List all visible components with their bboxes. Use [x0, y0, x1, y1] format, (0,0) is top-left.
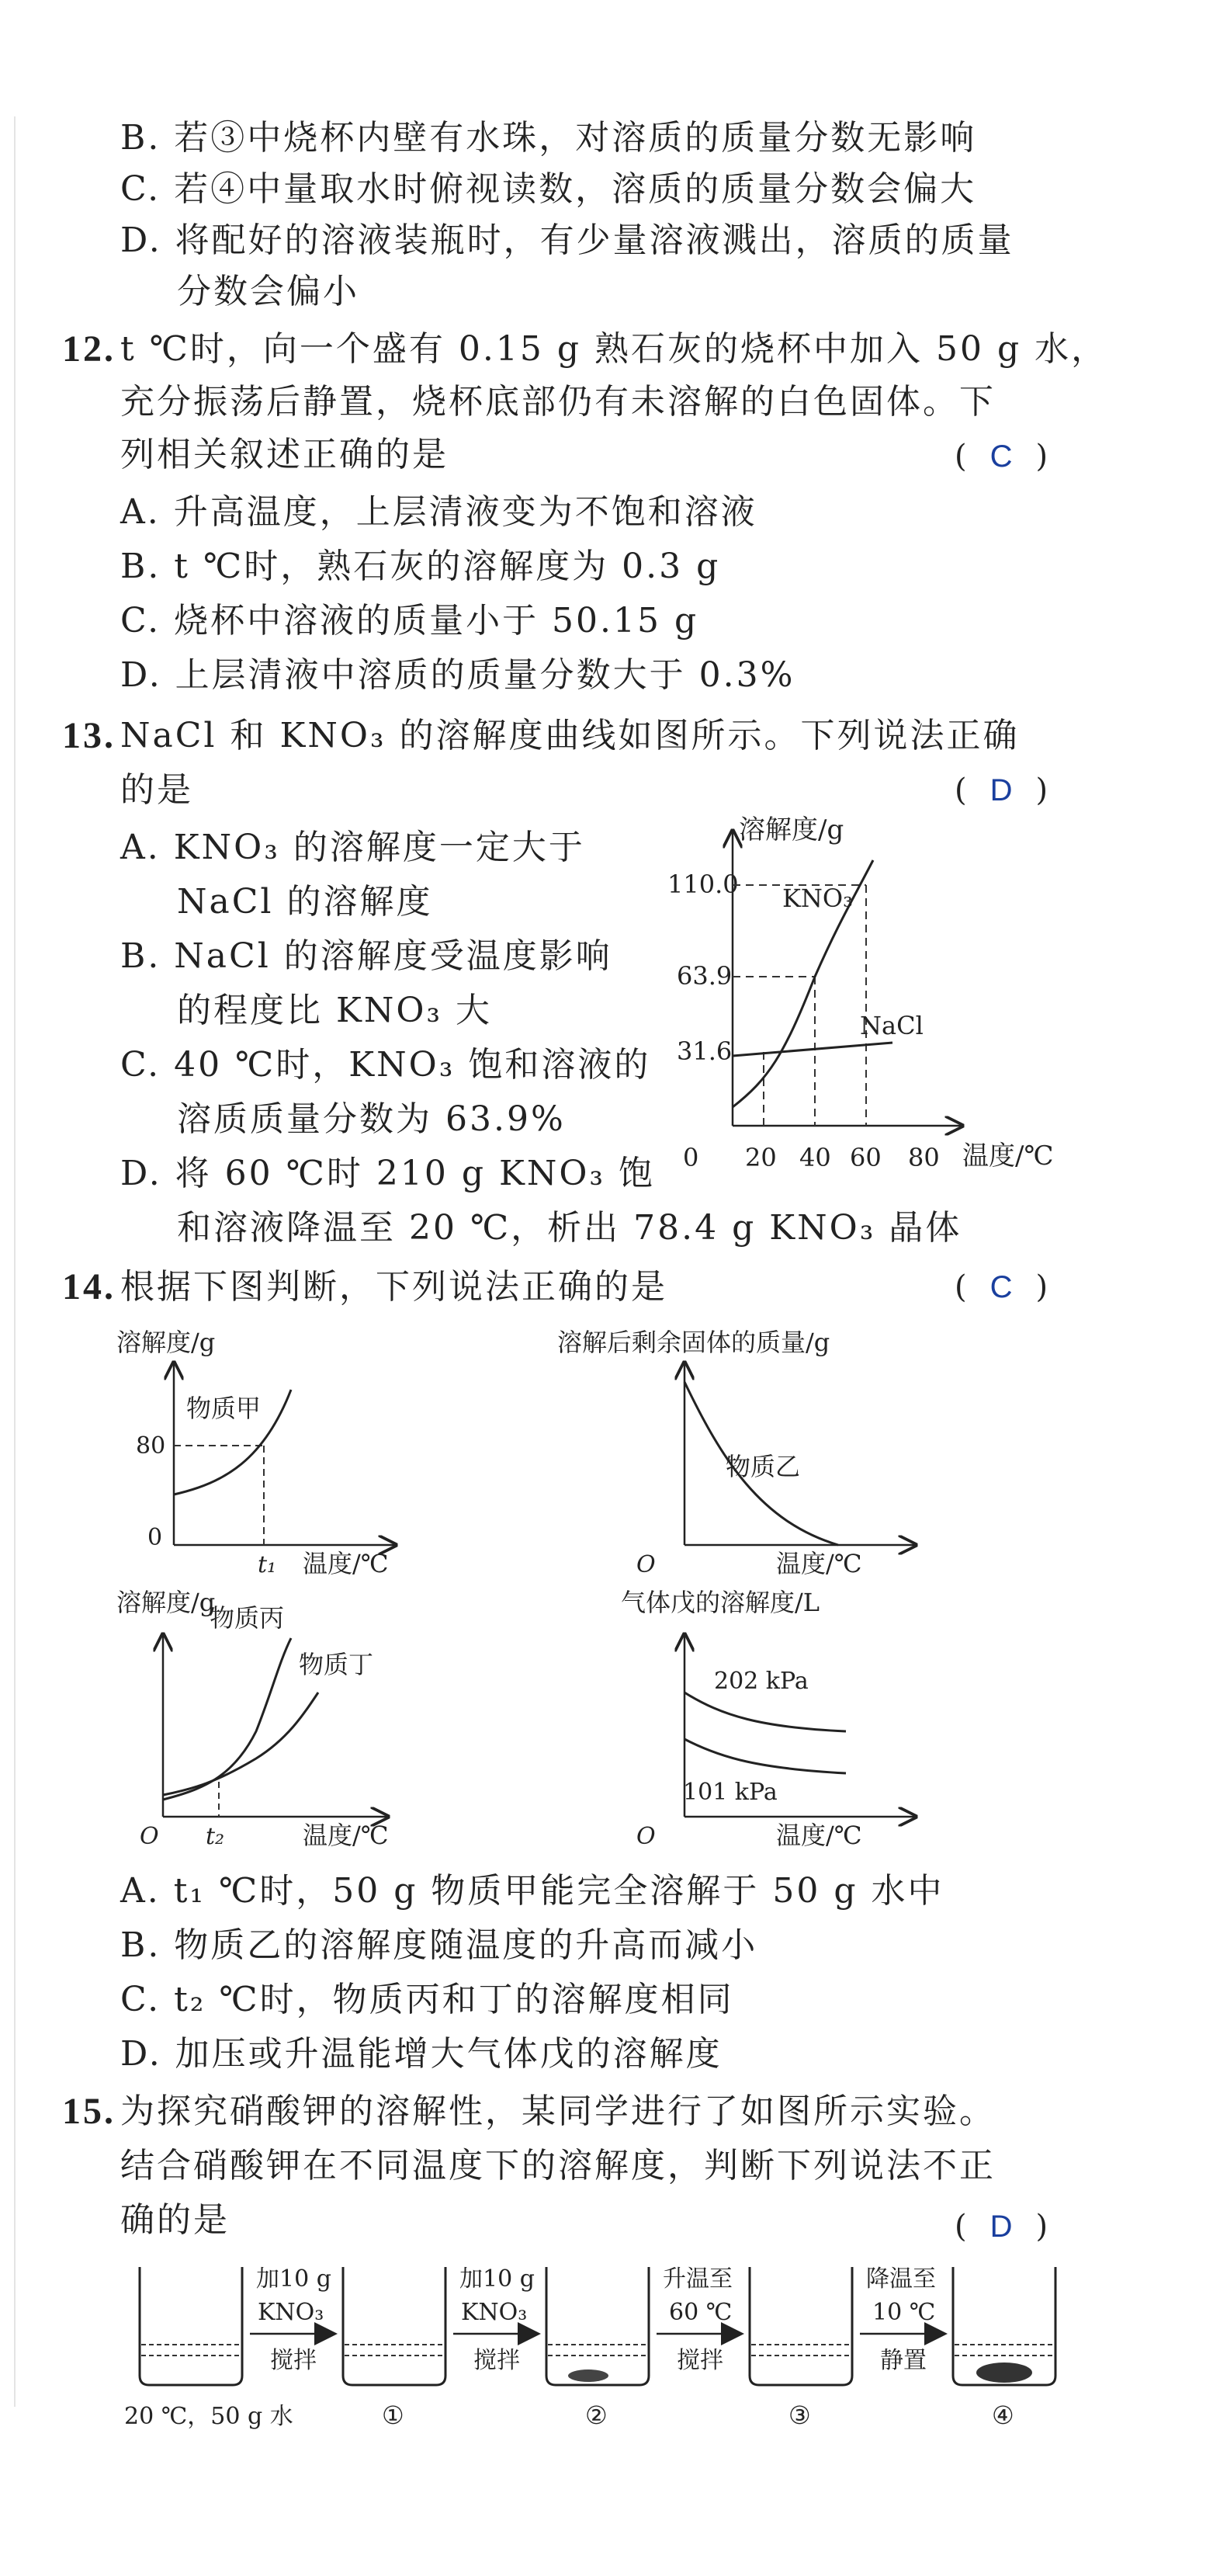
- q15-experiment-diagram: [109, 2251, 1180, 2438]
- step3-bottom: 搅拌: [677, 2347, 723, 2374]
- g4-curve-101: [684, 1739, 846, 1773]
- g1-xtick: t₁: [258, 1551, 277, 1578]
- label-1: ①: [382, 2401, 404, 2430]
- q12-option-d: D. 上层清液中溶质的质量分数大于 0.3%: [120, 655, 795, 695]
- step-1: [250, 2265, 334, 2374]
- g4-origin: O: [636, 1823, 656, 1848]
- step2-mid: KNO₃: [461, 2299, 528, 2326]
- chart-xlabel: 温度/℃: [962, 1140, 1054, 1172]
- g4-series1-label: 202 kPa: [714, 1668, 809, 1695]
- g3-xlabel: 温度/℃: [303, 1821, 389, 1848]
- step1-mid: KNO₃: [258, 2299, 324, 2326]
- q14-option-a: A. t₁ ℃时，50 g 物质甲能完全溶解于 50 g 水中: [120, 1871, 944, 1911]
- g4-series2-label: 101 kPa: [683, 1779, 778, 1806]
- q14-option-c: C. t₂ ℃时，物质丙和丁的溶解度相同: [120, 1980, 734, 2019]
- q13-option-d-cont: 和溶液降温至 20 ℃，析出 78.4 g KNO₃ 晶体: [177, 1208, 962, 1248]
- q13-stem-line2: 的是: [120, 770, 193, 810]
- graph-gas-wu: [621, 1588, 916, 1848]
- step-4: [860, 2265, 944, 2374]
- nacl-label: NaCl: [860, 1011, 924, 1040]
- q13-option-b: B. NaCl 的溶解度受温度影响: [120, 936, 612, 976]
- q12-stem-line3: 列相关叙述正确的是: [120, 435, 449, 474]
- step2-top: 加10 g: [459, 2265, 535, 2293]
- undissolved-solid: [568, 2369, 608, 2382]
- q11-option-b: B. 若③中烧杯内壁有水珠，对溶质的质量分数无影响: [120, 118, 977, 158]
- y-tick-31.6: 31.6: [677, 1036, 733, 1066]
- g3-ylabel: 溶解度/g: [116, 1588, 216, 1617]
- g3-series1-label: 物质丙: [210, 1603, 285, 1633]
- graph-substance-bing-ding: [116, 1588, 389, 1848]
- q15-number: 15.: [62, 2091, 116, 2132]
- q14-option-b: B. 物质乙的溶解度随温度的升高而减小: [120, 1925, 758, 1965]
- step4-top: 降温至: [866, 2265, 936, 2293]
- q12-answer-bracket: ( C ): [955, 439, 1048, 474]
- nacl-curve: [733, 1043, 892, 1056]
- step3-mid: 60 ℃: [669, 2299, 733, 2326]
- g1-origin: 0: [147, 1524, 163, 1551]
- q15-stem-line3: 确的是: [120, 2200, 230, 2240]
- q13-option-c-cont: 溶质质量分数为 63.9%: [177, 1099, 566, 1139]
- label-2: ②: [585, 2401, 608, 2430]
- g4-curve-202: [684, 1692, 846, 1731]
- step4-bottom: 静置: [880, 2347, 927, 2374]
- q12-stem-line2: 充分振荡后静置，烧杯底部仍有未溶解的白色固体。下: [120, 382, 996, 422]
- step1-bottom: 搅拌: [270, 2347, 317, 2374]
- q13-solubility-chart: [652, 807, 1102, 1180]
- step3-top: 升温至: [663, 2265, 733, 2293]
- q14-number: 14.: [62, 1266, 116, 1307]
- step-2: [453, 2265, 537, 2374]
- y-tick-110: 110.0: [667, 870, 739, 899]
- q15-stem-line2: 结合硝酸钾在不同温度下的溶解度，判断下列说法不正: [120, 2146, 996, 2185]
- q12-number: 12.: [62, 328, 116, 370]
- g2-xlabel: 温度/℃: [776, 1549, 862, 1578]
- beaker-3: [750, 2267, 852, 2385]
- g3-origin: O: [140, 1823, 159, 1848]
- q12-answer: C: [989, 439, 1013, 474]
- q13-answer-bracket: ( D ): [955, 772, 1048, 808]
- q13-option-d: D. 将 60 ℃时 210 g KNO₃ 饱: [120, 1154, 656, 1193]
- step1-top: 加10 g: [256, 2265, 331, 2293]
- x-tick-60: 60: [850, 1143, 882, 1172]
- step-3: [657, 2265, 740, 2374]
- q11-option-d-cont: 分数会偏小: [177, 272, 359, 311]
- g4-xlabel: 温度/℃: [776, 1821, 862, 1848]
- q14-graphs: [109, 1320, 1149, 1848]
- q12-stem-line1: t ℃时，向一个盛有 0.15 g 熟石灰的烧杯中加入 50 g 水，: [120, 329, 1108, 369]
- q12-option-c: C. 烧杯中溶液的质量小于 50.15 g: [120, 601, 699, 641]
- g3-xtick: t₂: [206, 1823, 225, 1848]
- kno3-label: KNO₃: [782, 884, 853, 913]
- y-tick-63.9: 63.9: [677, 961, 733, 991]
- q13-option-b-cont: 的程度比 KNO₃ 大: [177, 991, 493, 1030]
- q13-option-a-cont: NaCl 的溶解度: [177, 882, 433, 922]
- g2-origin: O: [636, 1551, 656, 1578]
- step4-mid: 10 ℃: [872, 2299, 936, 2326]
- q15-answer-bracket: ( D ): [955, 2209, 1048, 2244]
- q14-stem-line1: 根据下图判断，下列说法正确的是: [120, 1267, 667, 1307]
- label-initial: 20 ℃，50 g 水: [124, 2403, 293, 2430]
- margin-line: [14, 116, 16, 2407]
- g2-series-label: 物质乙: [726, 1452, 801, 1481]
- g4-ylabel: 气体戊的溶解度/L: [621, 1588, 820, 1617]
- beaker-1: [343, 2267, 445, 2385]
- q12-option-b: B. t ℃时，熟石灰的溶解度为 0.3 g: [120, 547, 721, 586]
- beaker-2: [546, 2267, 649, 2385]
- label-4: ④: [992, 2401, 1014, 2430]
- q15-answer: D: [989, 2210, 1013, 2244]
- g1-xlabel: 温度/℃: [303, 1549, 389, 1578]
- q13-answer: D: [989, 773, 1013, 807]
- x-tick-40: 40: [799, 1143, 831, 1172]
- q11-option-d: D. 将配好的溶液装瓶时，有少量溶液溅出，溶质的质量: [120, 220, 1014, 260]
- q11-option-c: C. 若④中量取水时俯视读数，溶质的质量分数会偏大: [120, 169, 977, 209]
- chart-ylabel: 溶解度/g: [739, 814, 844, 845]
- x-tick-0: 0: [683, 1143, 699, 1172]
- g3-series2-label: 物质丁: [299, 1650, 374, 1679]
- q13-number: 13.: [62, 715, 116, 756]
- q12-option-a: A. 升高温度，上层清液变为不饱和溶液: [120, 492, 757, 532]
- q14-option-d: D. 加压或升温能增大气体戊的溶解度: [120, 2034, 723, 2074]
- beaker-4: [953, 2267, 1055, 2385]
- q14-answer-bracket: ( C ): [955, 1269, 1048, 1305]
- x-tick-20: 20: [745, 1143, 777, 1172]
- crystals: [976, 2362, 1032, 2383]
- graph-substance-yi: [557, 1328, 916, 1578]
- q13-option-a: A. KNO₃ 的溶解度一定大于: [120, 828, 585, 867]
- step2-bottom: 搅拌: [473, 2347, 520, 2374]
- g2-ylabel: 溶解后剩余固体的质量/g: [557, 1328, 830, 1357]
- g1-series-label: 物质甲: [186, 1394, 262, 1423]
- g1-ylabel: 溶解度/g: [116, 1328, 216, 1357]
- q15-stem-line1: 为探究硝酸钾的溶解性，某同学进行了如图所示实验。: [120, 2092, 996, 2131]
- q13-stem-line1: NaCl 和 KNO₃ 的溶解度曲线如图所示。下列说法正确: [120, 716, 1020, 755]
- label-3: ③: [788, 2401, 811, 2430]
- q14-answer: C: [989, 1270, 1013, 1304]
- g1-ytick: 80: [136, 1432, 166, 1460]
- beaker-initial: [140, 2267, 242, 2385]
- x-tick-80: 80: [908, 1143, 940, 1172]
- q13-option-c: C. 40 ℃时，KNO₃ 饱和溶液的: [120, 1045, 651, 1085]
- graph-substance-jia: [116, 1328, 396, 1578]
- g3-curve-ding: [163, 1692, 318, 1795]
